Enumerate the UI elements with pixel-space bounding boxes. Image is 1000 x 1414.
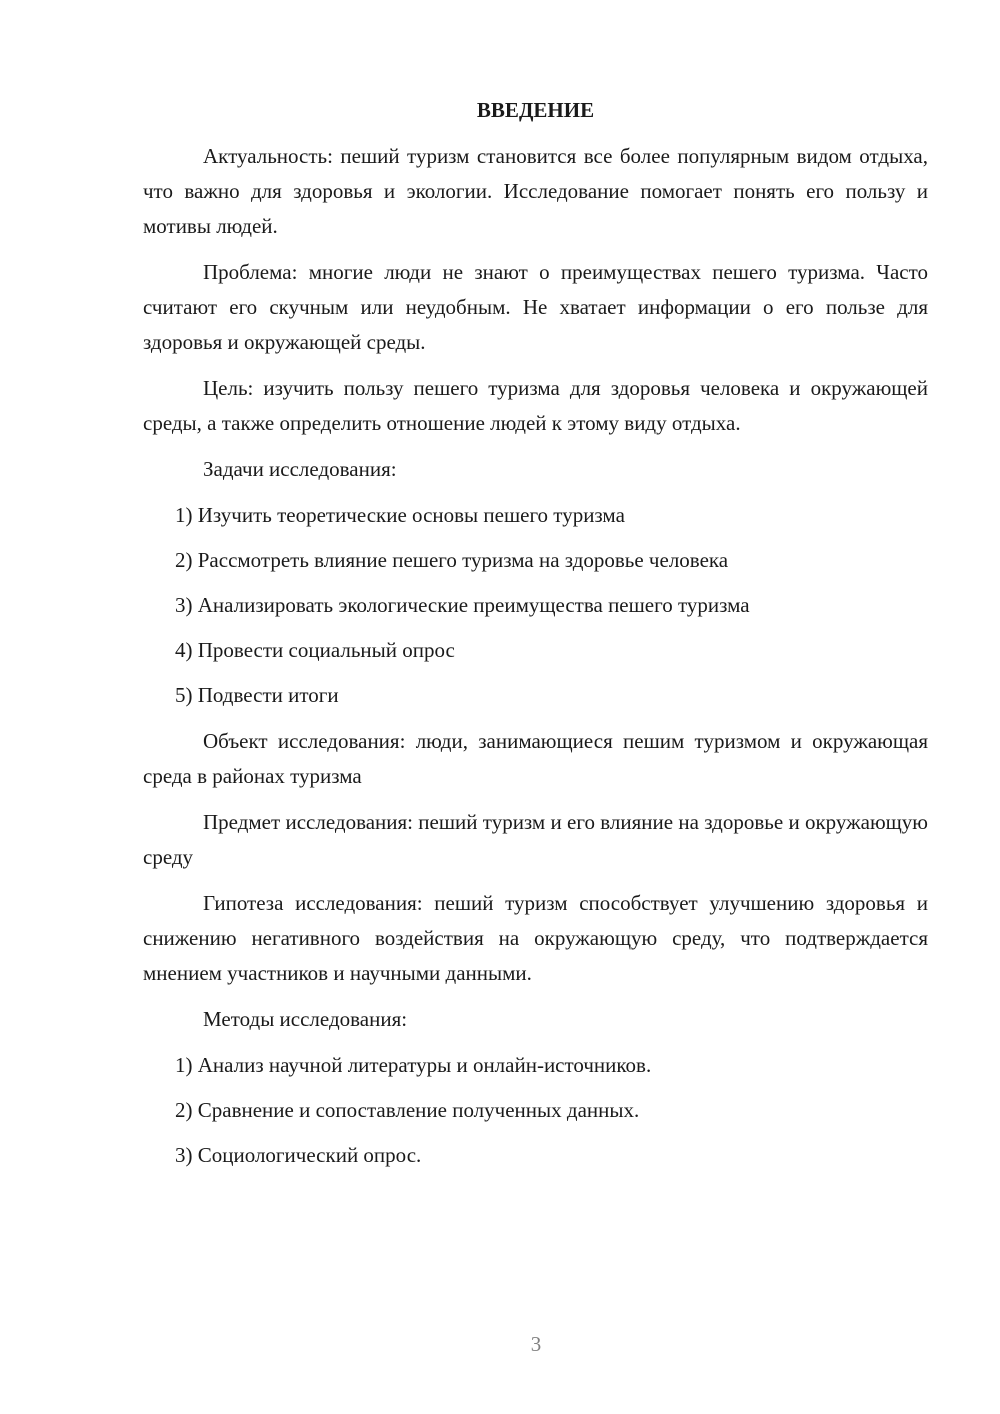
page-content <box>143 95 928 1184</box>
subject-paragraph: Предмет исследования: пеший туризм и его влияние на здоровье и окружающую среду <box>143 810 928 869</box>
problem-paragraph: Проблема: многие люди не знают о преимуществах пешего туризма. Часто считают его скучным или неудобным. Не хватает информации о его пользе для здоровья и окружающей среды. <box>143 260 928 354</box>
tasks-label: Задачи исследования: <box>203 457 397 481</box>
methods-label: Методы исследования: <box>203 1007 408 1031</box>
list-item: 3) Анализировать экологические преимущества пешего туризма <box>175 593 750 617</box>
tasks-list <box>143 498 928 713</box>
list-item: 2) Рассмотреть влияние пешего туризма на здоровье человека <box>175 548 729 572</box>
page-number: 3 <box>530 1332 542 1356</box>
list-item: 2) Сравнение и сопоставление полученных данных. <box>175 1098 640 1122</box>
list-item: 4) Провести социальный опрос <box>175 638 455 662</box>
list-item: 5) Подвести итоги <box>175 683 339 707</box>
list-item: 1) Анализ научной литературы и онлайн-источников. <box>175 1053 652 1077</box>
object-paragraph: Объект исследования: люди, занимающиеся пешим туризмом и окружающая среда в районах туризма <box>143 729 928 788</box>
hypothesis-paragraph: Гипотеза исследования: пеший туризм способствует улучшению здоровья и снижению негативного воздействия на окружающую среду, что подтверждается мнением участников и научными данными. <box>143 891 928 985</box>
list-item: 3) Социологический опрос. <box>175 1143 422 1167</box>
goal-paragraph: Цель: изучить пользу пешего туризма для здоровья человека и окружающей среды, а также определить отношение людей к этому виду отдыха. <box>143 376 928 435</box>
list-item: 1) Изучить теоретические основы пешего туризма <box>175 503 625 527</box>
relevance-paragraph: Актуальность: пеший туризм становится все более популярным видом отдыха, что важно для здоровья и экологии. Исследование помогает понять его пользу и мотивы людей. <box>143 144 928 238</box>
section-title: ВВЕДЕНИЕ <box>476 98 595 122</box>
methods-list <box>143 1048 928 1173</box>
